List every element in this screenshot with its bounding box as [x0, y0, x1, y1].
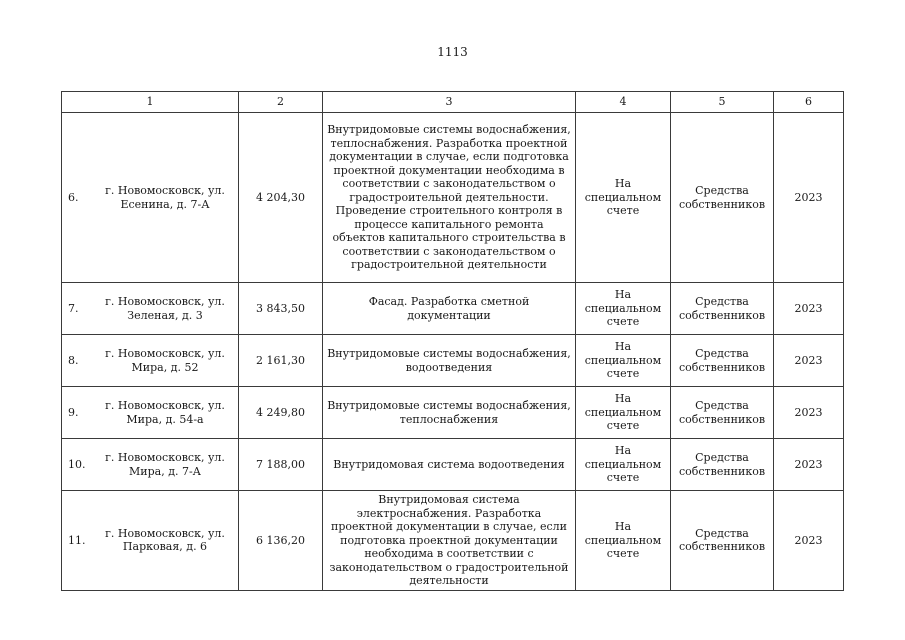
- row-account: На специальном счете: [576, 387, 671, 439]
- row-year: 2023: [774, 113, 844, 283]
- row-account: На специальном счете: [576, 335, 671, 387]
- row-address: г. Новомосковск, ул. Есенина, д. 7-А: [105, 184, 225, 211]
- header-row: [62, 92, 844, 113]
- column-header-1: 1: [62, 92, 239, 113]
- row-address: г. Новомосковск, ул. Мира, д. 54-а: [105, 399, 225, 426]
- table-row: [62, 283, 844, 335]
- row-account: На специальном счете: [576, 113, 671, 283]
- row-number: 9.: [68, 405, 79, 419]
- row-description: Внутридомовая система электроснабжения. Разработка проектной документации в случае, если подготовка проектной документации необходима в соответствии с законодательством о градостроительной деятельности: [323, 491, 576, 591]
- row-address: г. Новомосковск, ул. Мира, д. 52: [105, 347, 225, 374]
- row-number: 8.: [68, 353, 79, 367]
- row-amount: 4 204,30: [239, 113, 323, 283]
- row-address-cell: [62, 283, 239, 335]
- row-description: Внутридомовая система водоотведения: [323, 439, 576, 491]
- row-year: 2023: [774, 387, 844, 439]
- row-address: г. Новомосковск, ул. Зеленая, д. 3: [105, 295, 225, 322]
- row-year: 2023: [774, 283, 844, 335]
- table-row: [62, 491, 844, 591]
- row-account: На специальном счете: [576, 439, 671, 491]
- row-source: Средства собственников: [671, 491, 774, 591]
- row-description: Внутридомовые системы водоснабжения, теплоснабжения. Разработка проектной документации в случае, если подготовка проектной документации необходима в соответствии с законодательством о градостроительной деятельности. Проведение строительного контроля в процессе капитального ремонта объектов капитального строительства в соответствии с законодательством о градостроительной деятельности: [323, 113, 576, 283]
- row-number: 10.: [68, 457, 86, 471]
- row-source: Средства собственников: [671, 439, 774, 491]
- row-source: Средства собственников: [671, 283, 774, 335]
- column-header-2: 2: [239, 92, 323, 113]
- row-source: Средства собственников: [671, 387, 774, 439]
- row-number: 11.: [68, 533, 86, 547]
- row-description: Фасад. Разработка сметной документации: [323, 283, 576, 335]
- row-account: На специальном счете: [576, 283, 671, 335]
- row-address-cell: [62, 335, 239, 387]
- column-header-3: 3: [323, 92, 576, 113]
- row-amount: 2 161,30: [239, 335, 323, 387]
- row-year: 2023: [774, 491, 844, 591]
- row-amount: 7 188,00: [239, 439, 323, 491]
- row-description: Внутридомовые системы водоснабжения, водоотведения: [323, 335, 576, 387]
- table-row: [62, 113, 844, 283]
- row-address-cell: [62, 491, 239, 591]
- table-row: [62, 335, 844, 387]
- row-amount: 4 249,80: [239, 387, 323, 439]
- column-header-6: 6: [774, 92, 844, 113]
- row-address-cell: [62, 439, 239, 491]
- row-source: Средства собственников: [671, 335, 774, 387]
- row-address: г. Новомосковск, ул. Парковая, д. 6: [105, 526, 225, 554]
- table-row: [62, 387, 844, 439]
- row-account: На специальном счете: [576, 491, 671, 591]
- row-number: 7.: [68, 301, 79, 315]
- page-number: 1113: [437, 45, 468, 59]
- column-header-5: 5: [671, 92, 774, 113]
- row-number: 6.: [68, 190, 79, 204]
- table-row: [62, 439, 844, 491]
- row-amount: 3 843,50: [239, 283, 323, 335]
- row-amount: 6 136,20: [239, 491, 323, 591]
- row-description: Внутридомовые системы водоснабжения, теплоснабжения: [323, 387, 576, 439]
- row-year: 2023: [774, 439, 844, 491]
- row-address-cell: [62, 387, 239, 439]
- column-header-4: 4: [576, 92, 671, 113]
- repair-program-table: [61, 91, 844, 591]
- row-source: Средства собственников: [671, 113, 774, 283]
- row-year: 2023: [774, 335, 844, 387]
- row-address-cell: [62, 113, 239, 283]
- row-address: г. Новомосковск, ул. Мира, д. 7-А: [105, 451, 225, 478]
